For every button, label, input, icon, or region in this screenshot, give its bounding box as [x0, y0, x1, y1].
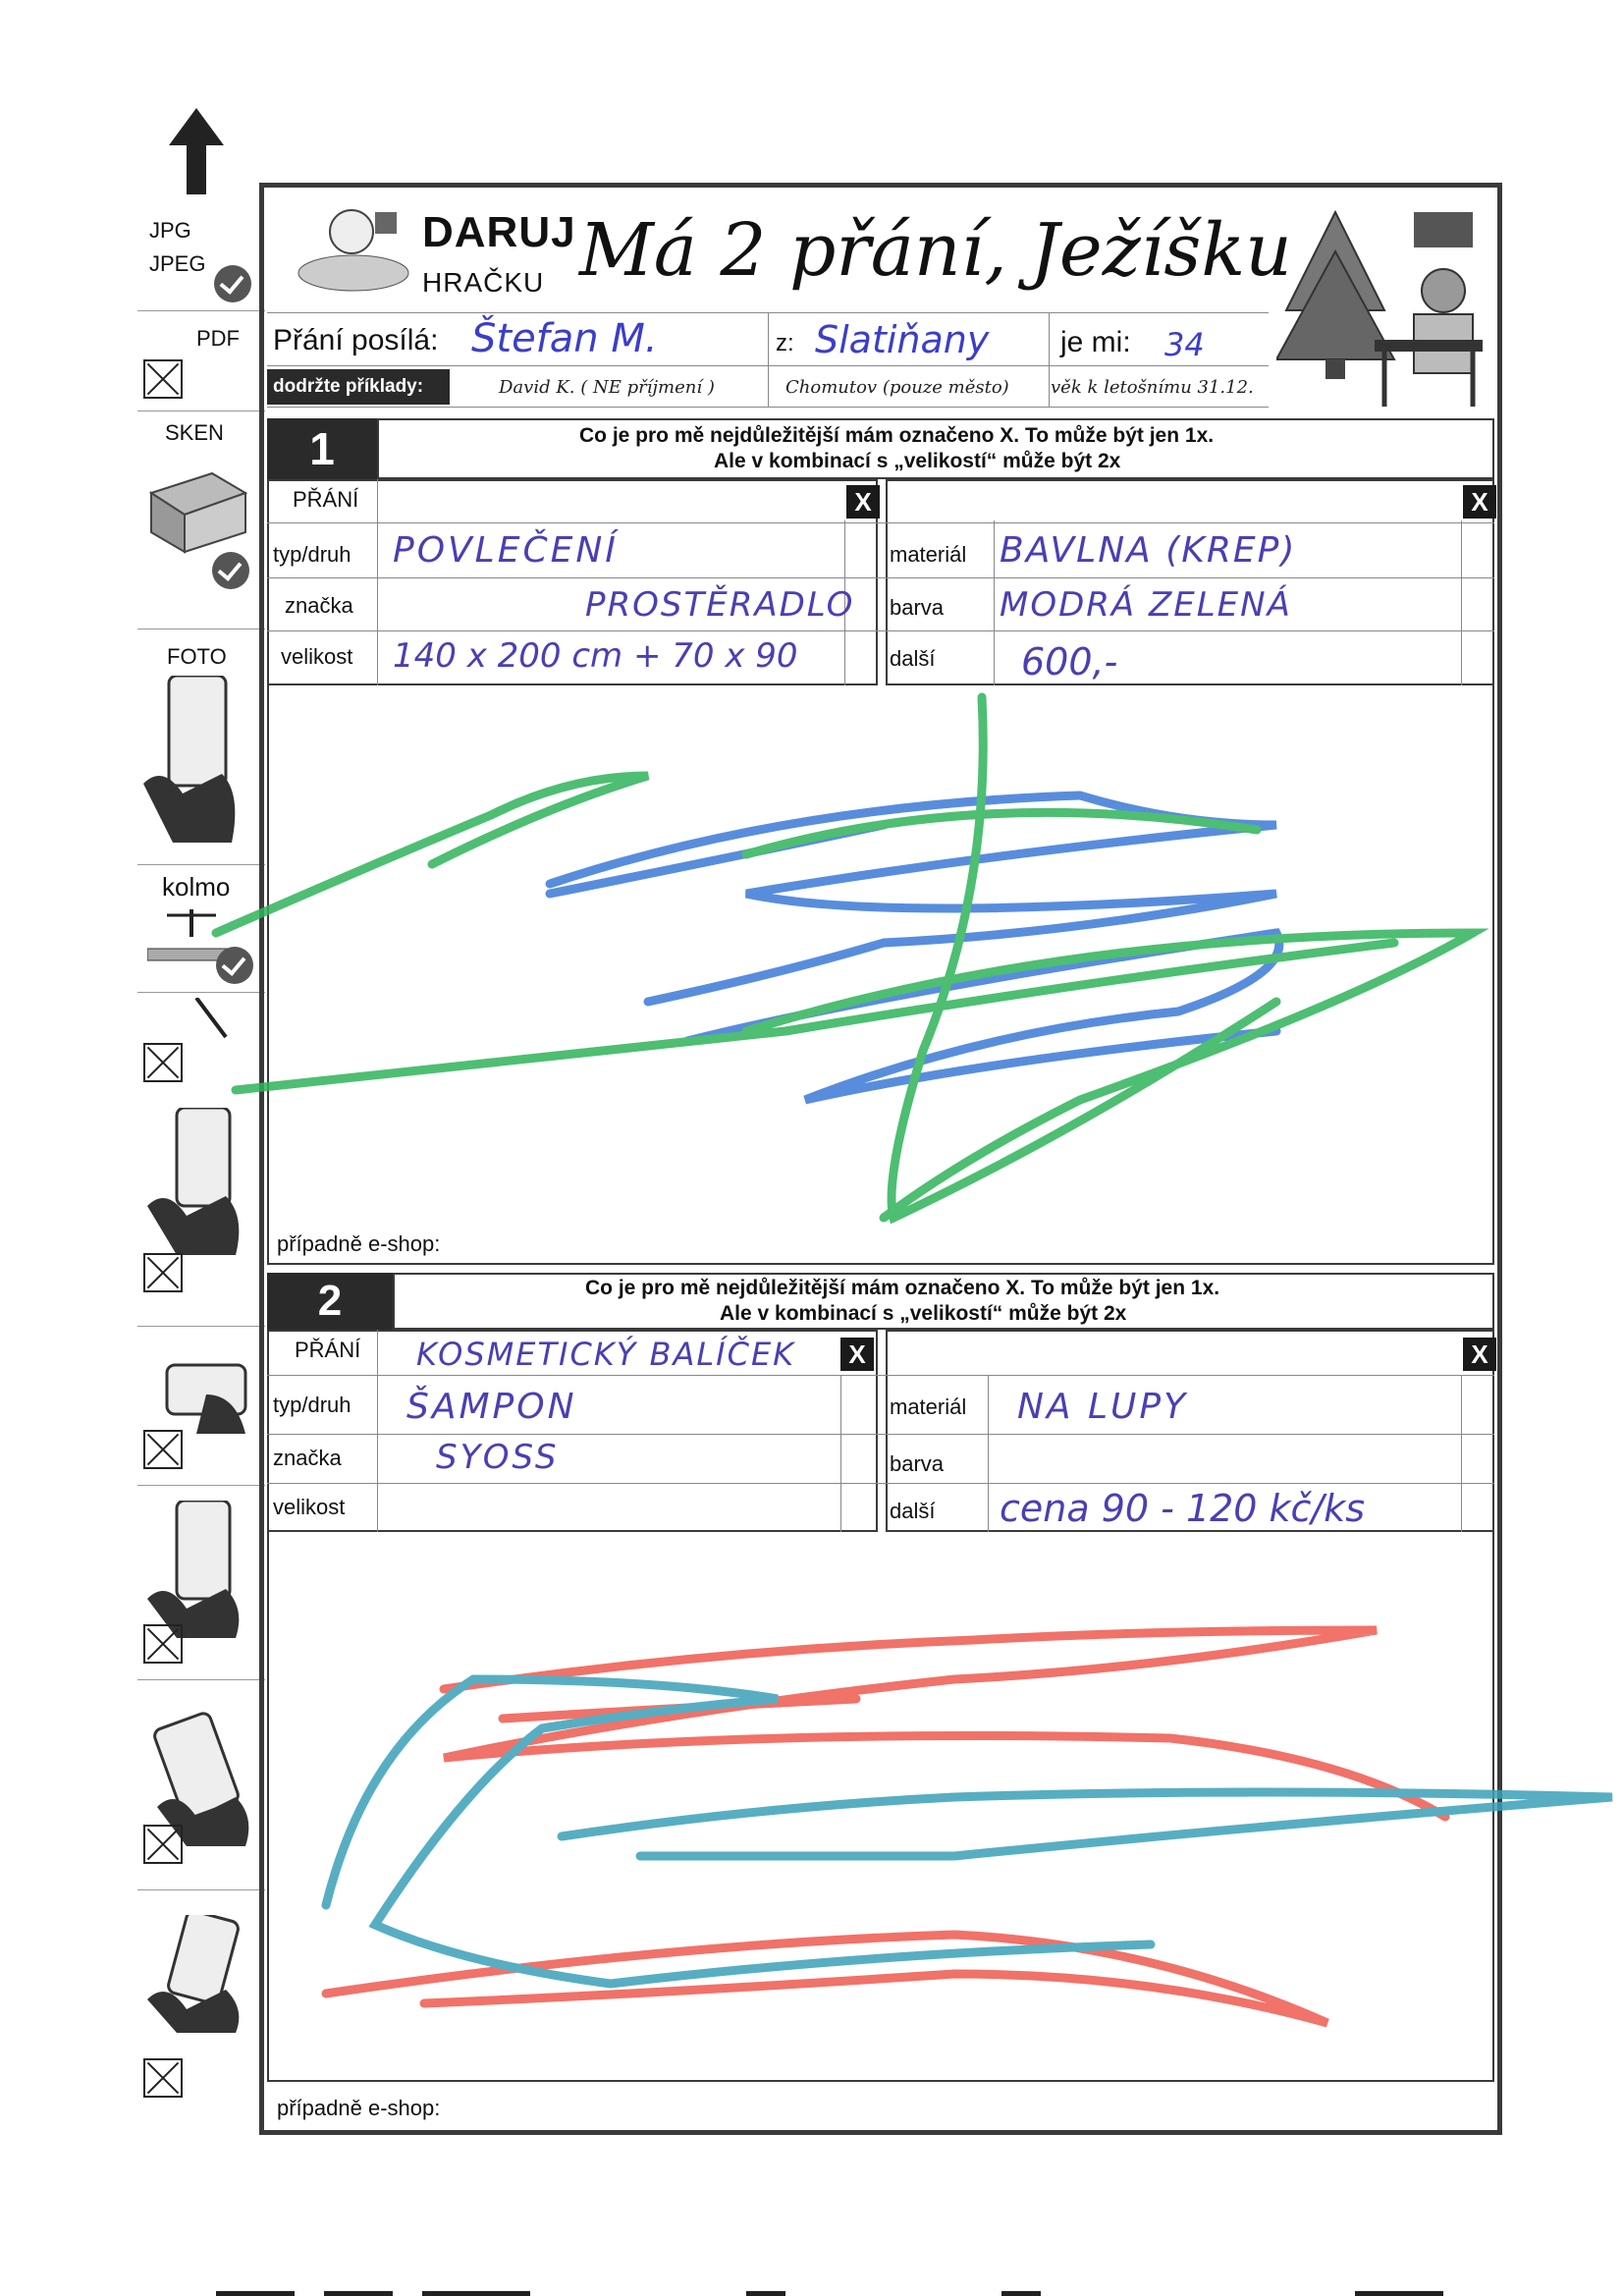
wish2-label-color: barva — [890, 1451, 945, 1476]
unchecked-box-icon-pdf — [143, 359, 183, 399]
unchecked-box-icon — [143, 1825, 183, 1864]
wish1-instructions-line1: Co je pro mě nejdůležitější mám označeno X. To může být jen 1x. — [579, 424, 1215, 447]
wish1-table-right — [886, 479, 1494, 685]
wish2-value-material: NA LUPY — [1017, 1387, 1189, 1427]
age-value: 34 — [1164, 326, 1205, 363]
side-divider — [137, 310, 265, 311]
wish2-number-box: 2 — [267, 1273, 393, 1330]
side-divider — [137, 1679, 265, 1680]
sender-label: Přání posílá: — [273, 324, 439, 356]
from-label: z: — [776, 330, 794, 356]
wish1-bottom-line — [267, 1263, 1494, 1265]
table-line — [988, 1375, 989, 1532]
wish2-label-wish: PŘÁNÍ — [295, 1338, 361, 1362]
unchecked-box-icon — [143, 1430, 183, 1469]
wish2-instructions-line2: Ale v kombinací s „velikostí“ může být 2x — [720, 1302, 1127, 1325]
wish2-value-type: ŠAMPON — [406, 1387, 577, 1427]
wish2-label-material: materiál — [890, 1394, 967, 1419]
sender-row-bottom-line — [267, 407, 1269, 408]
wish1-label-color: barva — [890, 595, 945, 620]
wish2-eshop-label: případně e-shop: — [277, 2096, 441, 2120]
up-arrow-icon — [167, 108, 226, 196]
unchecked-box-icon — [143, 1253, 183, 1292]
wish2-eshop-divider — [267, 2080, 1494, 2082]
logo-text-hracku: HRAČKU — [422, 267, 545, 298]
side-divider — [137, 410, 265, 411]
table-line — [267, 577, 1494, 578]
phone-hand-icon — [147, 1355, 255, 1434]
wish2-value-other: cena 90 - 120 kč/ks — [1000, 1487, 1366, 1530]
example-age: věk k letošnímu 31.12. — [1051, 377, 1254, 398]
side-label-pdf: PDF — [196, 326, 240, 351]
side-divider — [137, 1326, 265, 1327]
wish2-label-size: velikost — [273, 1495, 346, 1519]
side-label-foto: FOTO — [167, 644, 227, 669]
wish1-value-color: MODRÁ ZELENÁ — [1000, 585, 1292, 625]
wish2-x-mark-left: X — [840, 1338, 874, 1371]
wish2-value-brand: SYOSS — [436, 1438, 560, 1477]
logo-image — [295, 196, 412, 295]
wish1-x-mark-right: X — [1463, 485, 1496, 519]
wish1-number-box: 1 — [267, 418, 377, 479]
unchecked-box-icon — [143, 1624, 183, 1664]
table-line — [377, 1330, 378, 1532]
side-label-sken: SKEN — [165, 420, 224, 445]
sender-row-mid-line — [267, 365, 1269, 366]
from-value: Slatiňany — [815, 318, 990, 361]
wish1-value-brand: PROSTĚRADLO — [585, 585, 855, 625]
side-label-jpeg: JPEG — [149, 251, 206, 276]
wish1-scribble-drawing — [196, 687, 1502, 1237]
cut-off-text-fragment — [196, 2286, 1512, 2296]
scanner-icon — [143, 454, 251, 562]
table-line — [840, 1375, 841, 1532]
wish2-value-wish: KOSMETICKÝ BALÍČEK — [416, 1336, 796, 1373]
example-city: Chomutov (pouze město) — [785, 377, 1009, 398]
wish1-instructions-line2: Ale v kombinací s „velikostí“ může být 2x — [714, 450, 1121, 472]
check-icon-sken — [212, 552, 249, 589]
side-divider — [137, 1485, 265, 1486]
phone-hand-icon — [147, 1501, 255, 1638]
examples-label: dodržte příklady: — [267, 369, 450, 405]
wish1-label-brand: značka — [285, 593, 353, 618]
wish2-label-other: další — [890, 1499, 936, 1523]
check-icon-jpeg — [214, 265, 251, 302]
wish2-x-mark-right: X — [1463, 1338, 1496, 1371]
side-label-jpg: JPG — [149, 218, 191, 243]
wish1-value-material: BAVLNA (KREP) — [1000, 530, 1297, 571]
wish2-scribble-drawing — [267, 1532, 1623, 2043]
table-line — [267, 630, 1494, 631]
table-line — [267, 1434, 1494, 1435]
wish1-x-mark-left: X — [846, 485, 880, 519]
phone-hand-icon — [147, 1915, 255, 2033]
side-label-kolmo: kolmo — [162, 872, 231, 902]
unchecked-box-icon — [143, 2058, 183, 2098]
table-line — [994, 520, 995, 685]
side-divider — [137, 1889, 265, 1890]
wish1-value-type: POVLEČENÍ — [393, 530, 619, 571]
example-name: David K. ( NE příjmení ) — [499, 377, 715, 398]
sender-name-value: Štefan M. — [471, 316, 658, 361]
sender-divider — [768, 312, 769, 407]
wish1-eshop-label: případně e-shop: — [277, 1231, 441, 1256]
wish1-label-material: materiál — [890, 542, 967, 567]
wish2-label-type: typ/druh — [273, 1393, 352, 1417]
table-line — [1461, 520, 1462, 685]
wish1-label-size: velikost — [281, 644, 353, 669]
wish2-instructions-line1: Co je pro mě nejdůležitější mám označeno X. To může být jen 1x. — [585, 1277, 1220, 1299]
table-line — [267, 1483, 1494, 1484]
wish2-label-brand: značka — [273, 1446, 342, 1470]
table-line — [377, 479, 378, 685]
sender-divider — [1049, 312, 1050, 407]
logo-text-daruj: DARUJ — [422, 208, 576, 256]
table-line — [267, 1375, 1494, 1376]
wish1-label-other: další — [890, 646, 936, 671]
age-label: je mi: — [1060, 326, 1131, 358]
wish1-label-type: typ/druh — [273, 542, 352, 567]
table-line — [267, 522, 1494, 523]
christmas-tree-illustration — [1276, 192, 1492, 409]
wish1-label-wish: PŘÁNÍ — [293, 487, 359, 512]
page-title: Má 2 přání, Ježíšku — [579, 208, 1292, 293]
unchecked-box-icon-tilted — [143, 1043, 183, 1082]
wish1-value-other: 600,- — [1021, 640, 1118, 683]
wish1-value-size: 140 x 200 cm + 70 x 90 — [393, 636, 798, 676]
table-line — [1461, 1375, 1462, 1532]
